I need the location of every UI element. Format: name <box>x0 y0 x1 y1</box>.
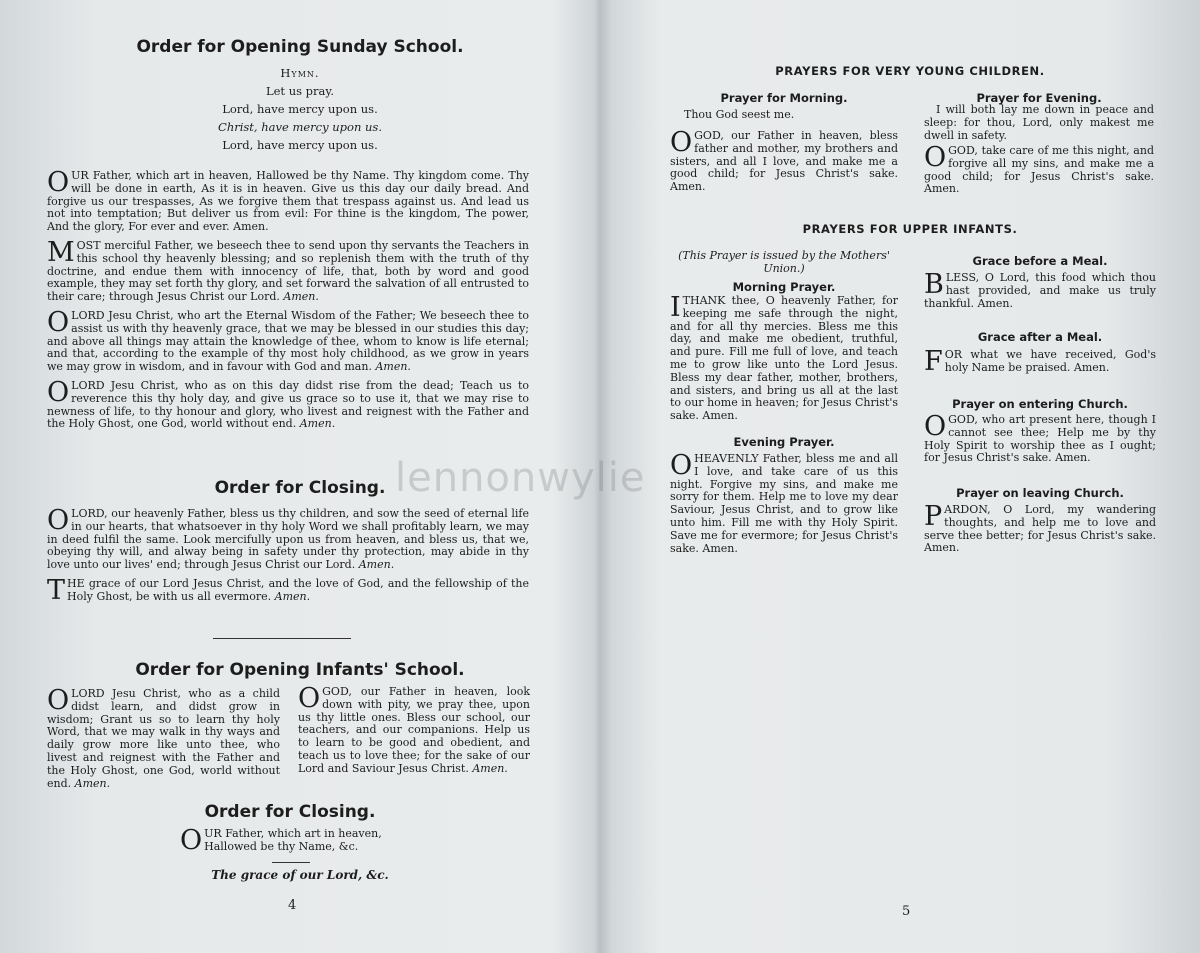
closing-prayers <box>47 505 529 606</box>
christ-mercy: Christ, have mercy upon us. <box>218 120 382 134</box>
grace-after: FOR what we have received, God's holy Name be praised. Amen. <box>924 346 1156 377</box>
upper-infants-title: PRAYERS FOR UPPER INFANTS. <box>802 222 1018 236</box>
infants-closing-title: Order for Closing. <box>204 802 376 822</box>
grace-before-title: Grace before a Meal. <box>972 254 1108 268</box>
hymn-label: Hymn. <box>280 66 320 80</box>
right-page <box>600 0 1200 953</box>
lord-mercy-2: Lord, have mercy upon us. <box>222 138 378 152</box>
evening-verse: I will both lay me down in peace and sleep: for thou, Lord, only makest me dwell in safety. <box>924 103 1154 142</box>
opening-responses <box>120 64 480 154</box>
prayer-closing: O LORD, our heavenly Father, bless us thy children, and sow the seed of eternal life in our hearts, that whatsoever in thy holy Word we shall profitably learn, we may in deed fulfil the same. Look mercifully upon us from heaven, and bless us, that we, obeying thy will, and alway being in safety under thy protection, may abide in thy love unto our lives' end; through Jesus Christ our Lord. Amen. <box>47 505 529 572</box>
mothers-union-note: (This Prayer is issued by the Mothers' Union.) <box>678 249 890 275</box>
infants-prayer-right: O GOD, our Father in heaven, look down with pity, we pray thee, upon us thy little ones. Bless our school, our teachers, and our companions. Help us to learn to be good and obedient, and teach us to love thee; for the sake of our Lord and Saviour Jesus Christ. Amen. <box>298 683 530 775</box>
grace-before: BLESS, O Lord, this food which thou hast provided, and make us truly thankful. Amen. <box>924 269 1156 310</box>
closing-title: Order for Closing. <box>214 478 386 498</box>
watermark: lennonwylie <box>395 455 646 501</box>
entering-title: Prayer on entering Church. <box>952 397 1128 411</box>
evening-prayer: O GOD, take care of me this night, and forgive all my sins, and make me a good child; for Jesus Christ's sake. Amen. <box>924 142 1154 196</box>
morning-intro: Thou God seest me. <box>684 108 795 121</box>
divider-rule <box>213 638 351 639</box>
lord-mercy: Lord, have mercy upon us. <box>222 102 378 116</box>
upper-evening-prayer: O HEAVENLY Father, bless me and all I love, and take care of us this night. Forgive my sins, and make me sorry for them. Help me to love my dear Saviour, Jesus Christ, and to grow like unto him. Fill me with thy Holy Spirit. Save me for evermore; for Jesus Christ's sake. Amen. <box>670 450 898 555</box>
young-children-title: PRAYERS FOR VERY YOUNG CHILDREN. <box>775 64 1045 78</box>
page-number-left: 4 <box>288 898 297 913</box>
lords-prayer: OUR Father, which art in heaven, Hallowed be thy Name. Thy kingdom come. Thy will be done in earth, As it is in heaven. Give us this day our daily bread. And forgive us our trespasses, As we forgive them that trespass against us. And lead us not into temptation; But deliver us from evil: For thine is the kingdom, The power, And the glory, For ever and ever. Amen. <box>47 167 529 234</box>
let-us-pray: Let us pray. <box>265 84 335 98</box>
page-number-right: 5 <box>902 904 911 919</box>
evening-title: Prayer for Evening. <box>976 91 1102 105</box>
upper-morning-title: Morning Prayer. <box>732 280 836 294</box>
upper-evening-title: Evening Prayer. <box>733 435 835 449</box>
blackletter-grace: The grace of our Lord, &c. <box>211 868 389 882</box>
infants-title: Order for Opening Infants' School. <box>135 660 465 680</box>
page-title: Order for Opening Sunday School. <box>136 37 464 57</box>
entering-prayer: O GOD, who art present here, though I cannot see thee; Help me by thy Holy Spirit to worship thee as I ought; for Jesus Christ's sake. Amen. <box>924 411 1156 465</box>
grace-after-title: Grace after a Meal. <box>977 330 1103 344</box>
morning-prayer: O GOD, our Father in heaven, bless father and mother, my brothers and sisters, and all I love, and make me a good child; for Jesus Christ's sake. Amen. <box>670 127 898 194</box>
prayer-holy-day: O LORD Jesu Christ, who as on this day didst rise from the dead; Teach us to reverence this thy holy day, and give us grace so to use it, that we may rise to newness of life, to thy honour and glory, who livest and reignest with the Father and the Holy Ghost, one God, world without end. Amen. <box>47 376 529 431</box>
prayer-teachers: MOST merciful Father, we beseech thee to send upon thy servants the Teachers in this school thy heavenly blessing; and so replenish them with the truth of thy doctrine, and endue them with innocency of life, that, both by word and good example, they may set forth thy glory, and set forward the salvation of all entrusted to their care; through Jesus Christ our Lord. Amen. <box>47 236 529 304</box>
morning-title: Prayer for Morning. <box>720 91 848 105</box>
upper-morning-prayer: I THANK thee, O heavenly Father, for keeping me safe through the night, and for all thy mercies. Bless me this day, and make me obedient, truthful, and pure. Fill me full of love, and teach me to grow like unto the Lord Jesus. Bless my dear father, mother, brothers, and sisters, and bring us all at the last to our home in heaven; for Jesus Christ's sake. Amen. <box>670 292 898 423</box>
leaving-prayer: PARDON, O Lord, my wandering thoughts, and help me to love and serve thee better; for Jesus Christ's sake. Amen. <box>924 501 1156 555</box>
prayer-grace: THE grace of our Lord Jesus Christ, and the love of God, and the fellowship of the Holy Ghost, be with us all evermore. Amen. <box>47 574 529 606</box>
infants-closing-prayer: OUR Father, which art in heaven, Hallowed be thy Name, &c. <box>180 825 382 856</box>
short-rule <box>272 862 310 863</box>
prayer-wisdom: O LORD Jesu Christ, who art the Eternal Wisdom of the Father; We beseech thee to assist us with thy heavenly grace, that we may be blessed in our studies this day; and above all things may attain the knowledge of thee, whom to know is life eternal; and that, according to the example of thy most holy childhood, as we grow in years we may grow in wisdom, and in favour with God and man. Amen. <box>47 306 529 374</box>
leaving-title: Prayer on leaving Church. <box>956 486 1124 500</box>
opening-prayers <box>47 167 529 431</box>
infants-prayer-left: O LORD Jesu Christ, who as a child didst learn, and didst grow in wisdom; Grant us so to learn thy holy Word, that we may walk in thy ways and daily grow more like unto thee, who livest and reignest with the Father and the Holy Ghost, one God, world without end. Amen. <box>47 685 280 790</box>
